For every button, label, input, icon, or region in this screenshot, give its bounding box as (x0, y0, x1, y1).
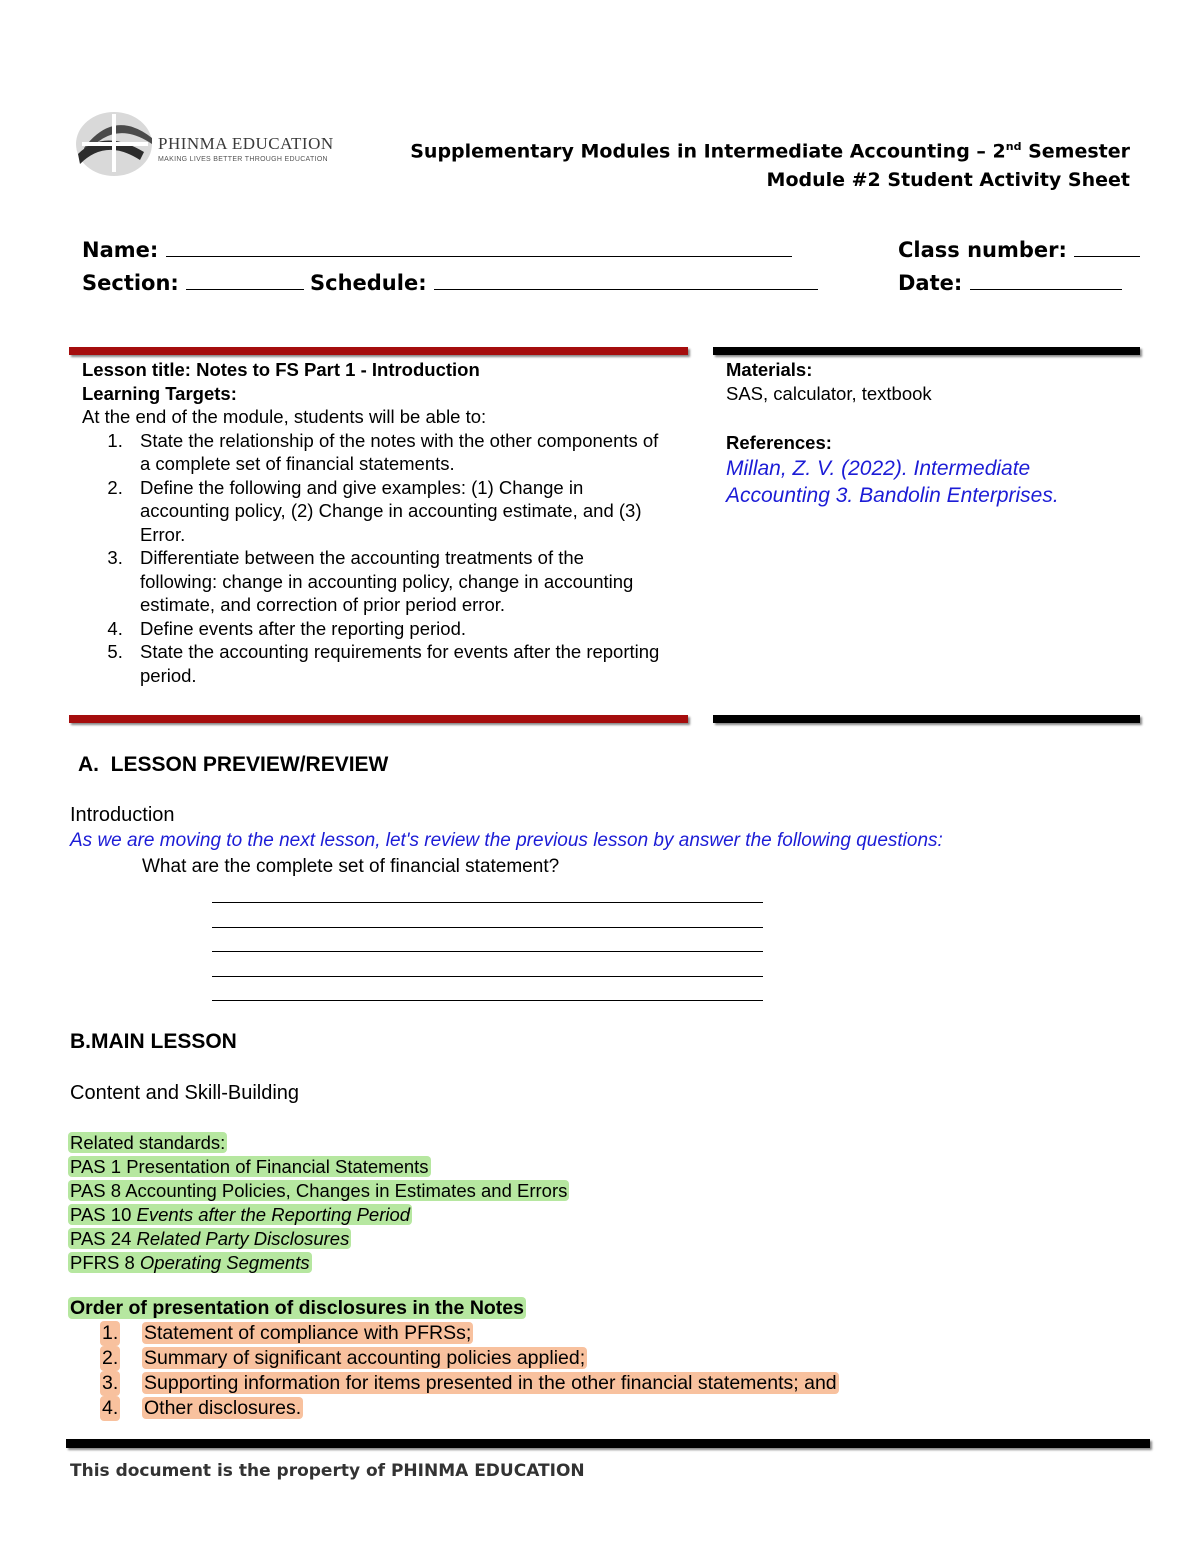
schedule-blank[interactable] (434, 271, 818, 290)
class-number-blank[interactable] (1074, 238, 1140, 257)
answer-line-3[interactable] (212, 951, 763, 952)
section-blank[interactable] (186, 271, 304, 290)
learning-targets-label: Learning Targets: (82, 382, 237, 404)
materials-box-top-bar (713, 347, 1140, 355)
section-b-subtitle: Content and Skill-Building (70, 1082, 300, 1104)
name-label: Name: (82, 238, 159, 262)
materials-label: Materials: (726, 359, 813, 380)
list-item: 1. Statement of compliance with PFRSs; (102, 1322, 472, 1344)
name-blank[interactable] (166, 238, 792, 257)
answer-line-5[interactable] (212, 1000, 763, 1001)
name-field (82, 238, 792, 262)
order-list (70, 1321, 1130, 1421)
reference-citation[interactable]: Millan, Z. V. (2022). Intermediate Accounting 3. Bandolin Enterprises. (726, 456, 1059, 507)
schedule-field (310, 271, 818, 295)
answer-line-1[interactable] (212, 902, 763, 903)
logo-tagline: MAKING LIVES BETTER THROUGH EDUCATION (158, 156, 328, 163)
references-label: References: (726, 432, 832, 453)
list-item: 3. Differentiate between the accounting treatments of the following: change in accounting policy, change in accounting estimate, and correction of prior period error. (128, 546, 662, 617)
lesson-title: Lesson title: Notes to FS Part 1 - Introduction (82, 359, 480, 380)
materials-box (726, 358, 1126, 509)
lesson-box (82, 358, 662, 687)
lesson-box-top-bar (69, 347, 688, 355)
list-item: 2. Summary of significant accounting policies applied; (102, 1347, 586, 1369)
related-standards (68, 1131, 569, 1275)
list-item: 4. Other disclosures. (102, 1397, 302, 1419)
order-title: Order of presentation of disclosures in the Notes (70, 1297, 524, 1319)
standard-item: PAS 8 Accounting Policies, Changes in Estimates and Errors (70, 1180, 568, 1201)
learning-targets-intro: At the end of the module, students will be able to: (82, 406, 487, 427)
standard-item: PAS 1 Presentation of Financial Statements (70, 1156, 429, 1177)
class-number-field (898, 238, 1140, 262)
section-field (82, 271, 304, 295)
class-number-label: Class number: (898, 238, 1067, 262)
answer-line-2[interactable] (212, 927, 763, 928)
date-blank[interactable] (970, 271, 1122, 290)
materials-box-bottom-bar (713, 715, 1140, 723)
standards-label: Related standards: (70, 1132, 226, 1153)
standard-item: PAS 24 Related Party Disclosures (70, 1228, 350, 1249)
schedule-label: Schedule: (310, 271, 427, 295)
logo (74, 108, 334, 178)
document-title-line1: Supplementary Modules in Intermediate Accounting – 2nd Semester (410, 140, 1130, 163)
list-item: 4. Define events after the reporting period. (128, 617, 662, 641)
materials-value: SAS, calculator, textbook (726, 382, 932, 404)
section-b-title: B.MAIN LESSON (70, 1030, 237, 1053)
list-item: 5. State the accounting requirements for events after the reporting period. (128, 640, 662, 687)
phinma-logo-icon (74, 108, 154, 178)
standard-item: PAS 10 Events after the Reporting Period (70, 1204, 411, 1225)
list-item: 2. Define the following and give examples: (1) Change in accounting policy, (2) Change in accounting estimate, and (3) Error. (128, 476, 662, 547)
footer-text: This document is the property of PHINMA EDUCATION (70, 1461, 585, 1481)
document-title-line2: Module #2 Student Activity Sheet (766, 169, 1130, 192)
section-a-question: What are the complete set of financial statement? (142, 856, 560, 877)
document-title (410, 132, 1130, 195)
answer-line-4[interactable] (212, 976, 763, 977)
footer-bar (66, 1439, 1150, 1448)
logo-brand: PHINMA EDUCATION (158, 134, 334, 153)
section-a-instruction: As we are moving to the next lesson, let's review the previous lesson by answer the following questions: (70, 830, 943, 851)
section-a-title: A. LESSON PREVIEW/REVIEW (78, 753, 389, 776)
learning-targets-list (58, 429, 662, 688)
section-label: Section: (82, 271, 179, 295)
date-label: Date: (898, 271, 963, 295)
list-item: 3. Supporting information for items presented in the other financial statements; and (102, 1372, 837, 1394)
date-field (898, 271, 1122, 295)
section-a-subtitle: Introduction (70, 804, 175, 826)
lesson-box-bottom-bar (69, 715, 688, 723)
list-item: 1. State the relationship of the notes with the other components of a complete set of financial statements. (128, 429, 662, 476)
standard-item: PFRS 8 Operating Segments (70, 1252, 310, 1273)
